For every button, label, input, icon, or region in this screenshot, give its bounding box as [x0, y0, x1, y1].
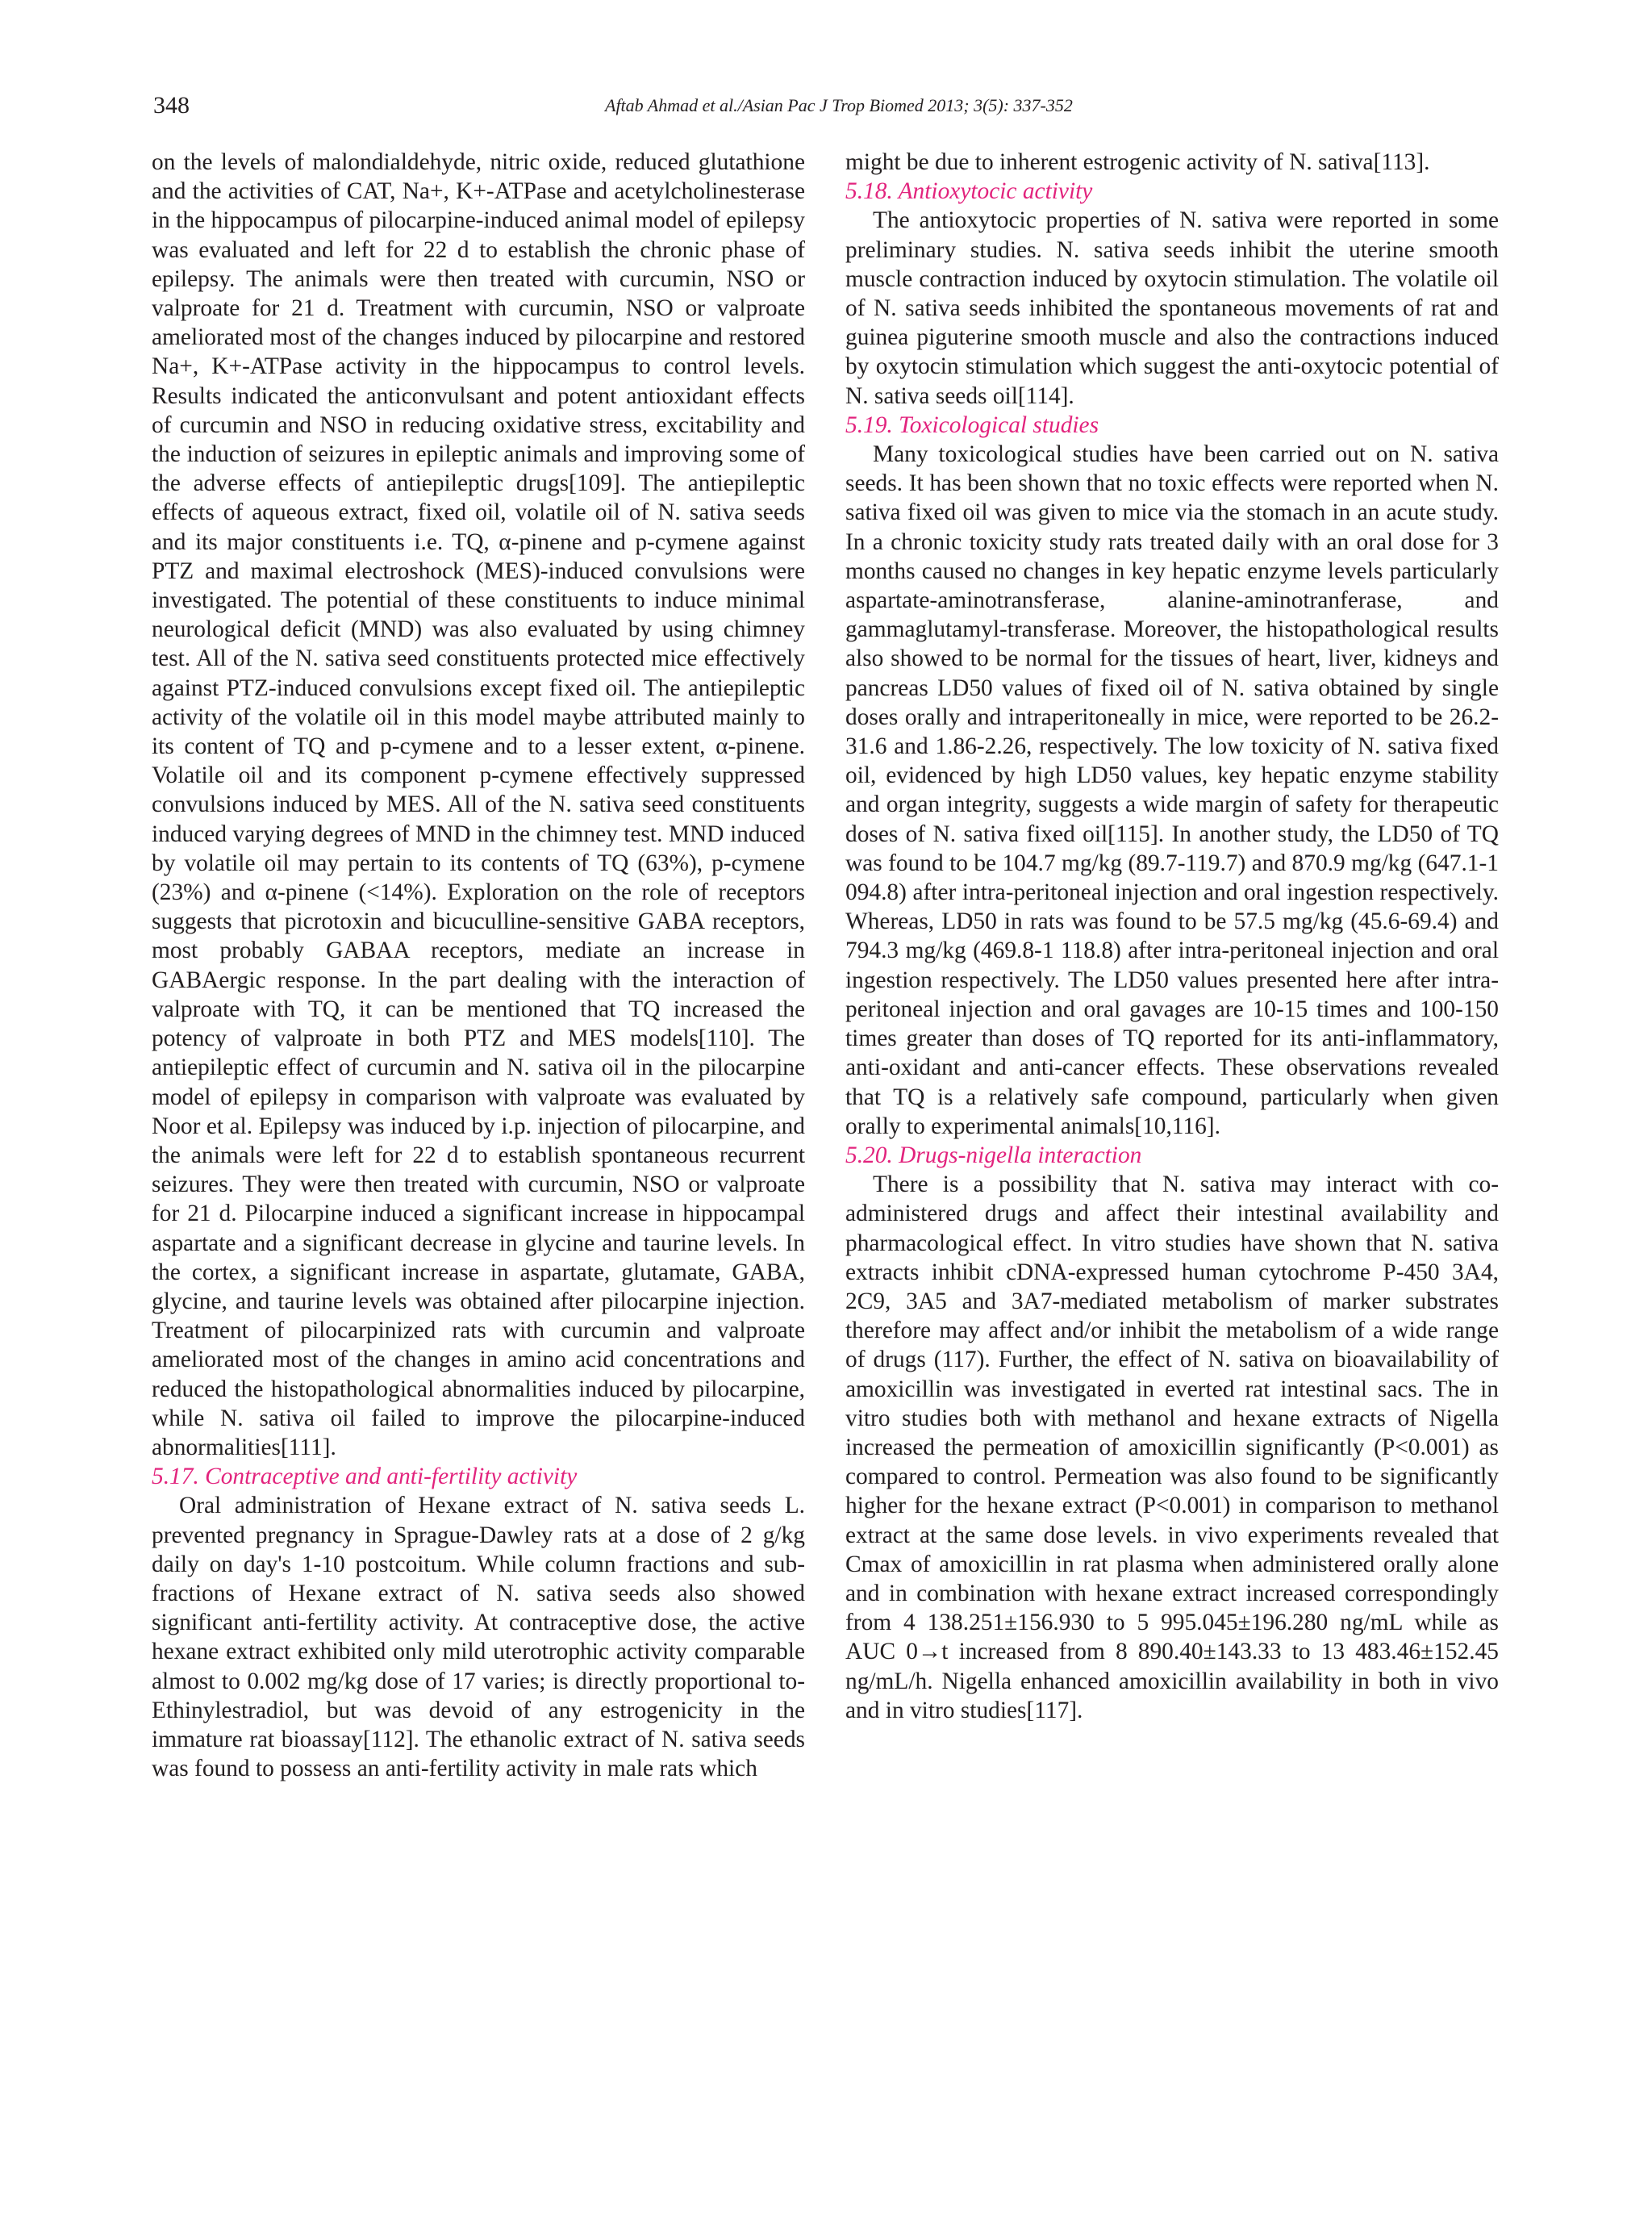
section-heading-5-19: 5.19. Toxicological studies — [845, 411, 1099, 438]
section-heading-5-20: 5.20. Drugs-nigella interaction — [845, 1142, 1142, 1168]
left-column — [152, 148, 805, 1783]
right-column — [845, 148, 1499, 1725]
running-head: Aftab Ahmad et al./Asian Pac J Trop Biomed 2013; 3(5): 337-352 — [605, 95, 1073, 115]
paragraph-epilepsy: on the levels of malondialdehyde, nitric oxide, reduced glutathione and the activities of CAT, Na+, K+-ATPase and acetylcholinesterase in the hippocampus of pilocarpine-induced animal model of epilepsy was evaluated and left for 22 d to establish the chronic phase of epilepsy. The animals were then treated with curcumin, NSO or valproate for 21 d. Treatment with curcumin, NSO or valproate ameliorated most of the changes induced by pilocarpine and restored Na+, K+-ATPase activity in the hippocampus to control levels. Results indicated the anticonvulsant and potent antioxidant effects of curcumin and NSO in reducing oxidative stress, excitability and the induction of seizures in epileptic animals and improving some of the adverse effects of antiepileptic drugs[109]. The antiepileptic effects of aqueous extract, fixed oil, volatile oil of N. sativa seeds and its major constituents i.e. TQ, α-pinene and p-cymene against PTZ and maximal electroshock (MES)-induced convulsions were investigated. The potential of these constituents to induce minimal neurological deficit (MND) was also evaluated by using chimney test. All of the N. sativa seed constituents protected mice effectively against PTZ-induced convulsions except fixed oil. The antiepileptic activity of the volatile oil in this model maybe attributed mainly to its content of TQ and p-cymene and to a lesser extent, α-pinene. Volatile oil and its component p-cymene effectively suppressed convulsions induced by MES. All of the N. sativa seed constituents induced varying degrees of MND in the chimney test. MND induced by volatile oil may pertain to its contents of TQ (63%), p-cymene (23%) and α-pinene (<14%). Exploration on the role of receptors suggests that picrotoxin and bicuculline-sensitive GABA receptors, most probably GABAA receptors, mediate an increase in GABAergic response. In the part dealing with the interaction of valproate with TQ, it can be mentioned that TQ increased the potency of valproate in both PTZ and MES models[110]. The antiepileptic effect of curcumin and N. sativa oil in the pilocarpine model of epilepsy in comparison with valproate was evaluated by Noor et al. Epilepsy was induced by i.p. injection of pilocarpine, and the animals were left for 22 d to establish spontaneous recurrent seizures. They were then treated with curcumin, NSO or valproate for 21 d. Pilocarpine induced a significant increase in hippocampal aspartate and a significant decrease in glycine and taurine levels. In the cortex, a significant increase in aspartate, glutamate, GABA, glycine, and taurine levels was obtained after pilocarpine injection. Treatment of pilocarpinized rats with curcumin and valproate ameliorated most of the changes in amino acid concentrations and reduced the histopathological abnormalities induced by pilocarpine, while N. sativa oil failed to improve the pilocarpine-induced abnormalities[111]. — [152, 149, 805, 1460]
section-heading-5-18: 5.18. Antioxytocic activity — [845, 178, 1093, 205]
section-heading-5-17: 5.17. Contraceptive and anti-fertility activity — [152, 1464, 578, 1490]
paragraph-antioxytocic: The antioxytocic properties of N. sativa were reported in some preliminary studies. N. sativa seeds inhibit the uterine smooth muscle contraction induced by oxytocin stimulation. The volatile oil of N. sativa seeds inhibited the spontaneous movements of rat and guinea piguterine smooth muscle and also the contractions induced by oxytocin stimulation which suggest the anti-oxytocic potential of N. sativa seeds oil[114]. — [845, 207, 1499, 409]
page-number: 348 — [153, 92, 190, 119]
paragraph-drug-interaction: There is a possibility that N. sativa may interact with co-administered drugs and affect their intestinal availability and pharmacological effect. In vitro studies have shown that N. sativa extracts inhibit cDNA-expressed human cytochrome P-450 3A4, 2C9, 3A5 and 3A7-mediated metabolism of marker substrates therefore may affect and/or inhibit the metabolism of a wide range of drugs (117). Further, the effect of N. sativa on bioavailability of amoxicillin was investigated in everted rat intestinal sacs. The in vitro studies both with methanol and hexane extracts of Nigella increased the permeation of amoxicillin significantly (P<0.001) as compared to control. Permeation was also found to be significantly higher for the hexane extract (P<0.001) in comparison to methanol extract at the same dose levels. in vivo experiments revealed that Cmax of amoxicillin in rat plasma when administered orally alone and in combination with hexane extract increased correspondingly from 4 138.251±156.930 to 5 995.045±196.280 ng/mL while as AUC 0→t increased from 8 890.40±143.33 to 13 483.46±152.45 ng/mL/h. Nigella enhanced amoxicillin availability in both in vivo and in vitro studies[117]. — [845, 1171, 1499, 1723]
paragraph-estrogenic-continuation: might be due to inherent estrogenic activity of N. sativa[113]. — [845, 149, 1430, 175]
paragraph-contraceptive: Oral administration of Hexane extract of N. sativa seeds L. prevented pregnancy in Sprague-Dawley rats at a dose of 2 g/kg daily on day's 1-10 postcoitum. While column fractions and sub-fractions of Hexane extract of N. sativa seeds also showed significant anti-fertility activity. At contraceptive dose, the active hexane extract exhibited only mild uterotrophic activity comparable almost to 0.002 mg/kg dose of 17 varies; is directly proportional to-Ethinylestradiol, but was devoid of any estrogenicity in the immature rat bioassay[112]. The ethanolic extract of N. sativa seeds was found to possess an anti-fertility activity in male rats which — [152, 1493, 805, 1782]
paragraph-toxicology: Many toxicological studies have been carried out on N. sativa seeds. It has been shown that no toxic effects were reported when N. sativa fixed oil was given to mice via the stomach in an acute study. In a chronic toxicity study rats treated daily with an oral dose for 3 months caused no changes in key hepatic enzyme levels particularly aspartate-aminotransferase, alanine-aminotranferase, and gammaglutamyl-transferase. Moreover, the histopathological results also showed to be normal for the tissues of heart, liver, kidneys and pancreas LD50 values of fixed oil of N. sativa obtained by single doses orally and intraperitoneally in mice, were reported to be 26.2-31.6 and 1.86-2.26, respectively. The low toxicity of N. sativa fixed oil, evidenced by high LD50 values, key hepatic enzyme stability and organ integrity, suggests a wide margin of safety for therapeutic doses of N. sativa fixed oil[115]. In another study, the LD50 of TQ was found to be 104.7 mg/kg (89.7-119.7) and 870.9 mg/kg (647.1-1 094.8) after intra-peritoneal injection and oral ingestion respectively. Whereas, LD50 in rats was found to be 57.5 mg/kg (45.6-69.4) and 794.3 mg/kg (469.8-1 118.8) after intra-peritoneal injection and oral ingestion respectively. The LD50 values presented here after intra-peritoneal injection and oral gavages are 10-15 times and 100-150 times greater than doses of TQ reported for its anti-inflammatory, anti-oxidant and anti-cancer effects. These observations revealed that TQ is a relatively safe compound, particularly when given orally to experimental animals[10,116]. — [845, 441, 1499, 1139]
